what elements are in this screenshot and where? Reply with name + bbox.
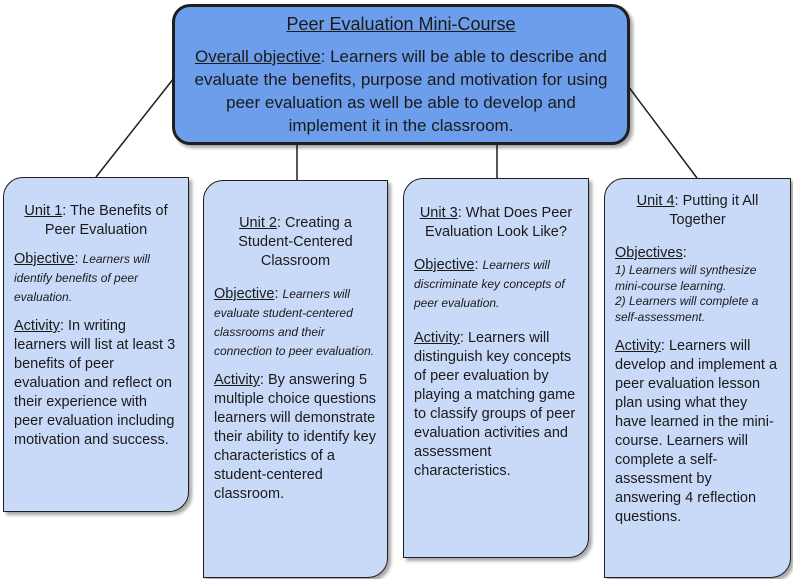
unit-4-activity	[615, 337, 780, 527]
unit-3-label: Unit 3	[419, 205, 458, 221]
unit-1-objective: Objective: Learners will identify benefits of peer evaluation.	[14, 251, 150, 304]
unit-2-objective-label: Objective	[214, 286, 275, 302]
unit-1-label: Unit 1	[24, 203, 63, 219]
unit-2-activity-label: Activity	[214, 372, 260, 388]
course-title: Peer Evaluation Mini-Course	[286, 14, 516, 34]
unit-4-objective-label: Objectives	[615, 245, 683, 261]
unit-1-activity	[14, 317, 178, 450]
unit-3-activity-text: : Learners will distinguish key concepts of peer evaluation by playing a matching game to classify groups of peer evaluation activities and assessment characteristics.	[414, 330, 576, 479]
unit-1-objective-text: Learners will identify benefits of peer evaluation.	[14, 252, 150, 304]
unit-4-objective-1: 1) Learners will synthesize mini-course learning.	[615, 263, 757, 293]
unit-2-activity-text: : By answering 5 multiple choice questions learners will demonstrate their ability to identify key characteristics of a student-centered classroom.	[214, 372, 377, 502]
unit-4-activity-label: Activity	[615, 338, 661, 354]
unit-4-title: : Putting it All Together	[669, 193, 759, 228]
unit-1-heading	[14, 202, 178, 240]
connector-line-unit-4	[628, 86, 697, 178]
unit-3-heading	[414, 204, 578, 242]
unit-1-objective-label: Objective	[14, 251, 75, 267]
unit-3-objective: Objective: Learners will discriminate key concepts of peer evaluation.	[414, 257, 565, 310]
overall-objective	[185, 45, 617, 137]
unit-3-box	[403, 178, 589, 558]
unit-3-activity	[414, 329, 578, 481]
unit-3-objective-label: Objective	[414, 257, 475, 273]
unit-3-objective-text: Learners will discriminate key concepts of peer evaluation.	[414, 258, 565, 310]
unit-4-objective-2: 2) Learners will complete a self-assessment.	[615, 294, 759, 324]
unit-3-title: : What Does Peer Evaluation Look Like?	[425, 205, 573, 240]
unit-1-title: : The Benefits of Peer Evaluation	[44, 203, 168, 238]
connector-line-unit-1	[96, 78, 174, 177]
unit-3-activity-label: Activity	[414, 330, 460, 346]
unit-2-label: Unit 2	[239, 215, 277, 231]
unit-2-box	[203, 180, 388, 578]
unit-1-activity-text: : In writing learners will list at least 3 benefits of peer evaluation and reflect on their experience with peer evaluation including motivation and success.	[14, 318, 176, 448]
course-overview-box	[172, 4, 630, 145]
unit-4-label: Unit 4	[636, 193, 675, 209]
overall-objective-text: : Learners will be able to describe and evaluate the benefits, purpose and motivation for using peer evaluation as well be able to develop and implement it in the classroom.	[194, 47, 608, 135]
unit-1-activity-label: Activity	[14, 318, 60, 334]
unit-1-box	[3, 177, 189, 512]
unit-2-heading	[214, 214, 377, 271]
unit-2-objective: Objective: Learners will evaluate student-centered classrooms and their connection to peer evaluation.	[214, 286, 375, 358]
unit-4-objectives: Objectives: 1) Learners will synthesize mini-course learning. 2) Learners will complete a self-assessment.	[615, 244, 780, 325]
unit-4-activity-text: : Learners will develop and implement a peer evaluation lesson plan using what they have learned in the mini-course. Learners will complete a self-assessment by answering 4 reflection questions.	[615, 338, 778, 525]
unit-2-activity	[214, 371, 377, 504]
unit-4-box	[604, 178, 791, 578]
unit-4-heading	[615, 192, 780, 230]
unit-2-title: : Creating a Student-Centered Classroom	[238, 215, 353, 269]
overall-objective-label: Overall objective	[194, 47, 321, 66]
unit-2-objective-text: Learners will evaluate student-centered classrooms and their connection to peer evaluation.	[214, 287, 375, 358]
